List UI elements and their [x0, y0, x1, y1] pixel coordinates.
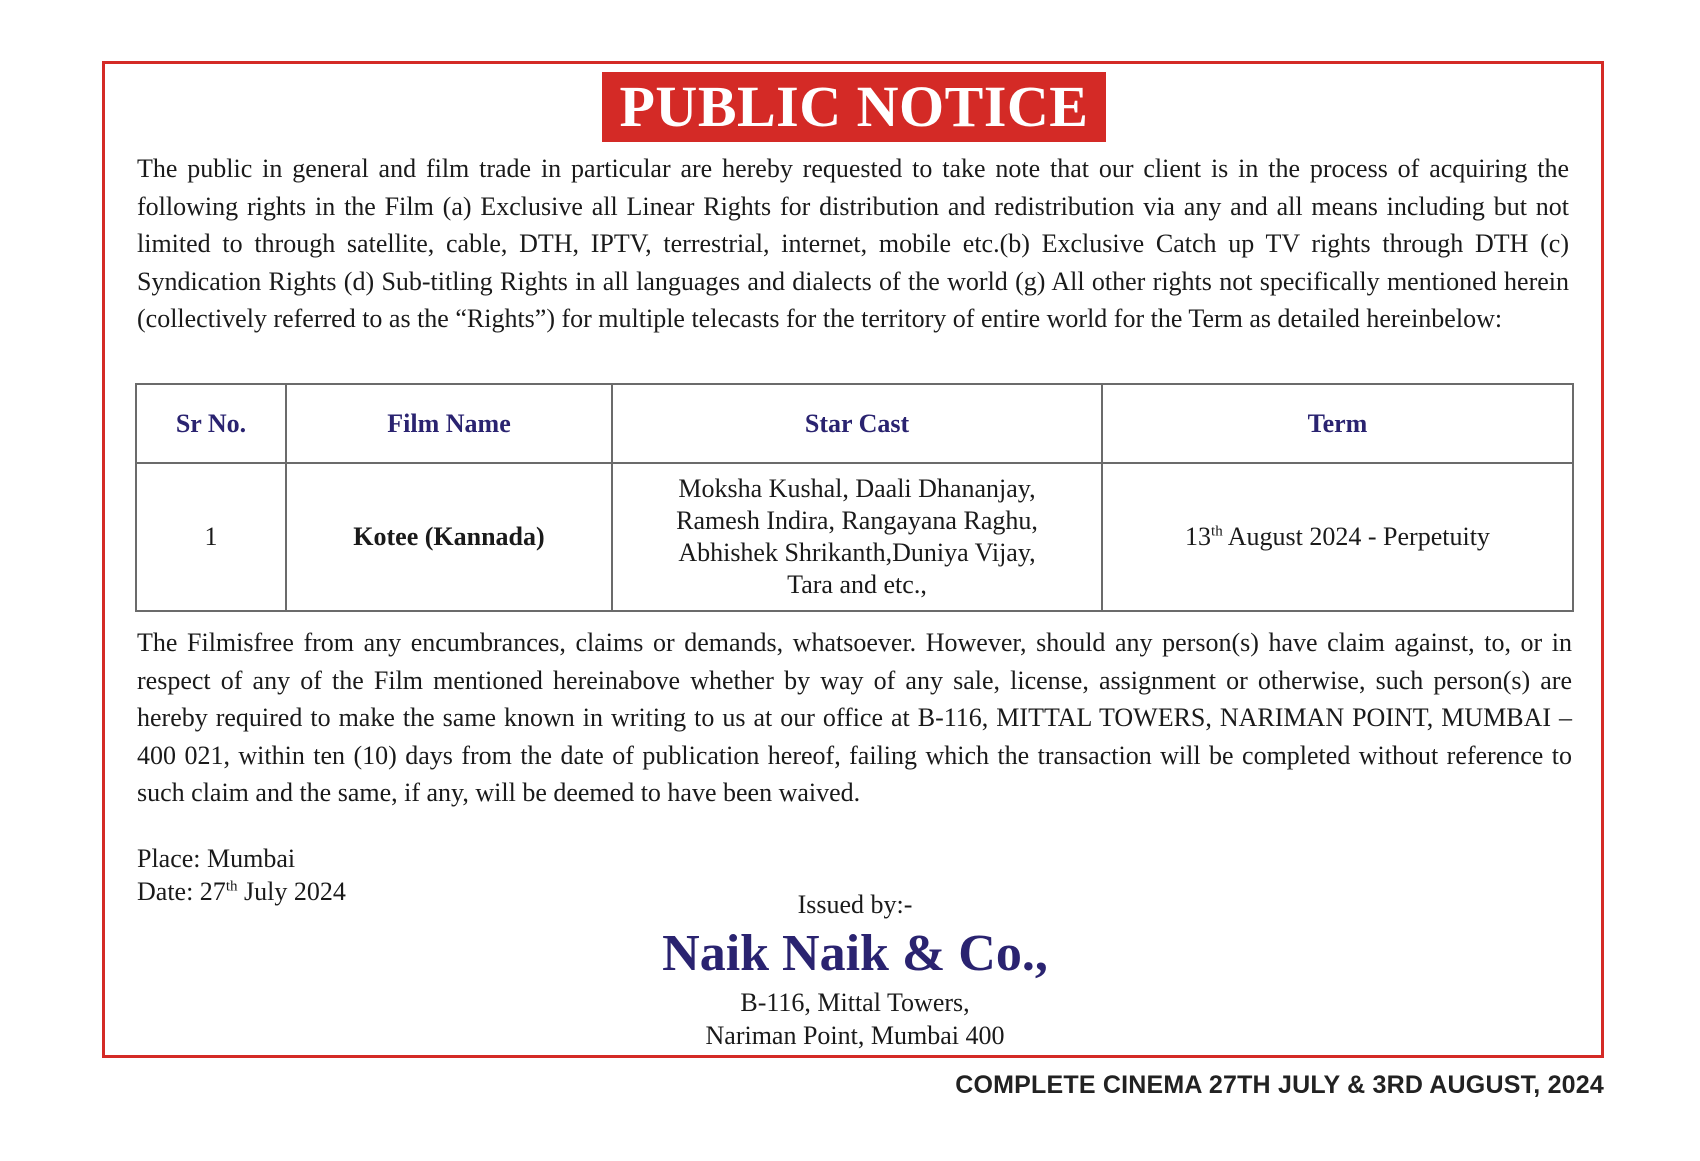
address-line-1: B-116, Mittal Towers,: [740, 988, 970, 1017]
cell-film-name: Kotee (Kannada): [286, 463, 612, 611]
table-header-row: [136, 384, 1573, 463]
firm-name: Naik Naik & Co.,: [662, 925, 1048, 982]
publication-footer: COMPLETE CINEMA 27TH JULY & 3RD AUGUST, 2024: [955, 1071, 1604, 1099]
cell-star-cast: [612, 463, 1102, 611]
term-day: 13: [1185, 522, 1212, 551]
star-cast-line: Moksha Kushal, Daali Dhananjay,: [678, 474, 1036, 503]
cell-sr-no: 1: [136, 463, 286, 611]
date-rest: July 2024: [237, 877, 346, 906]
header-sr-no: Sr No.: [136, 384, 286, 463]
place-line: Place: Mumbai: [137, 844, 296, 873]
place-date-block: [137, 842, 346, 908]
header-star-cast: Star Cast: [612, 384, 1102, 463]
issuer-block: [560, 888, 1150, 1052]
star-cast-line: Tara and etc.,: [787, 570, 927, 599]
issued-by-label: Issued by:-: [797, 890, 913, 919]
intro-paragraph: The public in general and film trade in particular are hereby requested to take note that our client is in the process of acquiring the following rights in the Film (a) Exclusive all Linear Rights for distribution and redistribution via any and all means including but not limited to through satellite, cable, DTH, IPTV, terrestrial, internet, mobile etc.(b) Exclusive Catch up TV rights through DTH (c) Syndication Rights (d) Sub-titling Rights in all languages and dialects of the world (g) All other rights not specifically mentioned herein (collectively referred to as the “Rights”) for multiple telecasts for the territory of entire world for the Term as detailed hereinbelow:: [137, 154, 1569, 333]
date-line: [137, 875, 346, 908]
date-suffix: th: [225, 878, 238, 895]
cell-term: [1102, 463, 1573, 611]
date-prefix: Date: 27: [137, 877, 226, 906]
term-rest: August 2024 - Perpetuity: [1222, 522, 1490, 551]
notice-title: PUBLIC NOTICE: [602, 72, 1106, 142]
table-row: [136, 463, 1573, 611]
rights-table: [135, 383, 1574, 612]
claims-paragraph: The Filmisfree from any encumbrances, claims or demands, whatsoever. However, should any person(s) have claim against, to, or in respect of any of the Film mentioned hereinabove whether by way of any sale, license, assignment or otherwise, such person(s) are hereby required to make the same known in writing to us at our office at B-116, MITTAL TOWERS, NARIMAN POINT, MUMBAI – 400 021, within ten (10) days from the date of publication hereof, failing which the transaction will be completed without reference to such claim and the same, if any, will be deemed to have been waived.: [137, 628, 1572, 807]
header-term: Term: [1102, 384, 1573, 463]
header-film-name: Film Name: [286, 384, 612, 463]
star-cast-line: Ramesh Indira, Rangayana Raghu,: [676, 506, 1038, 535]
address-line-2: Nariman Point, Mumbai 400: [705, 1021, 1005, 1050]
star-cast-line: Abhishek Shrikanth,Duniya Vijay,: [678, 538, 1036, 567]
term-day-suffix: th: [1211, 523, 1223, 540]
